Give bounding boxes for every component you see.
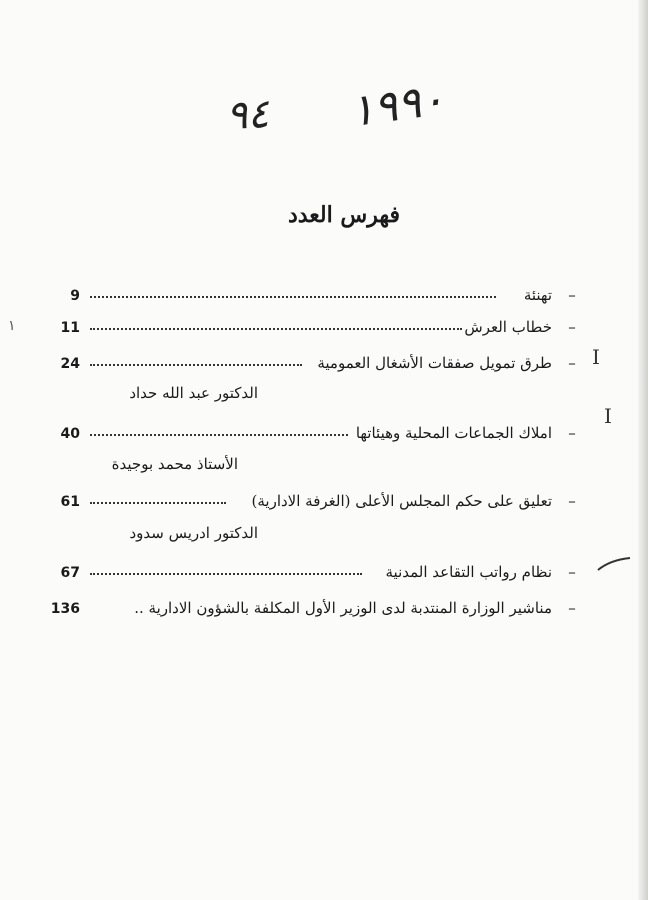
entry-author: الدكتور عبد الله حداد (129, 384, 258, 402)
entry-author: الأستاذ محمد بوجيدة (111, 455, 238, 473)
page-number: 11 (60, 320, 80, 336)
entry-dash: – (568, 492, 576, 510)
page-number: 24 (60, 356, 80, 372)
toc-entry (40, 597, 580, 625)
entry-dash: – (568, 599, 576, 617)
entry-title: تعليق على حكم المجلس الأعلى (الغرفة الادارية) (251, 492, 552, 510)
toc-entry (40, 561, 580, 589)
entry-dash: – (568, 286, 576, 304)
entry-title: تهنئة (523, 286, 552, 304)
page-number: 136 (50, 601, 80, 617)
handwritten-number-left: ٩٤ (224, 90, 271, 140)
margin-mark-a: I (592, 345, 600, 369)
margin-mark-c (596, 554, 632, 579)
margin-mark-b: I (604, 404, 612, 428)
dot-leader (90, 362, 302, 366)
entry-title: نظام رواتب التقاعد المدنية (385, 563, 552, 581)
dot-leader (90, 500, 226, 504)
entry-dash: – (568, 563, 576, 581)
stray-mark: ١ (8, 318, 16, 334)
entry-dash: – (568, 318, 576, 336)
dot-leader (90, 294, 496, 298)
dot-leader (90, 326, 462, 330)
entry-title: طرق تمويل صفقات الأشغال العمومية (317, 354, 552, 372)
toc-entry (40, 352, 580, 380)
page-number: 40 (60, 426, 80, 442)
toc-entry (40, 284, 580, 312)
page-number: 9 (70, 288, 80, 304)
dot-leader (90, 571, 362, 575)
page-title: فهرس العدد (287, 202, 401, 228)
page-number: 61 (60, 494, 80, 510)
entry-author: الدكتور ادريس سدود (129, 524, 258, 542)
entry-dash: – (568, 354, 576, 372)
page-number: 67 (60, 565, 80, 581)
entry-title: خطاب العرش (464, 318, 552, 336)
handwritten-year: ١٩٩٠ (346, 73, 448, 138)
toc-entry (40, 422, 580, 450)
dot-leader (90, 432, 348, 436)
entry-title: املاك الجماعات المحلية وهيئاتها (355, 424, 552, 442)
scan-edge (638, 0, 648, 900)
entry-dash: – (568, 424, 576, 442)
entry-title: مناشير الوزارة المنتدبة لدى الوزير الأول المكلفة بالشؤون الادارية .. (134, 599, 552, 617)
toc-entry (40, 490, 580, 518)
toc-entry (40, 316, 580, 344)
